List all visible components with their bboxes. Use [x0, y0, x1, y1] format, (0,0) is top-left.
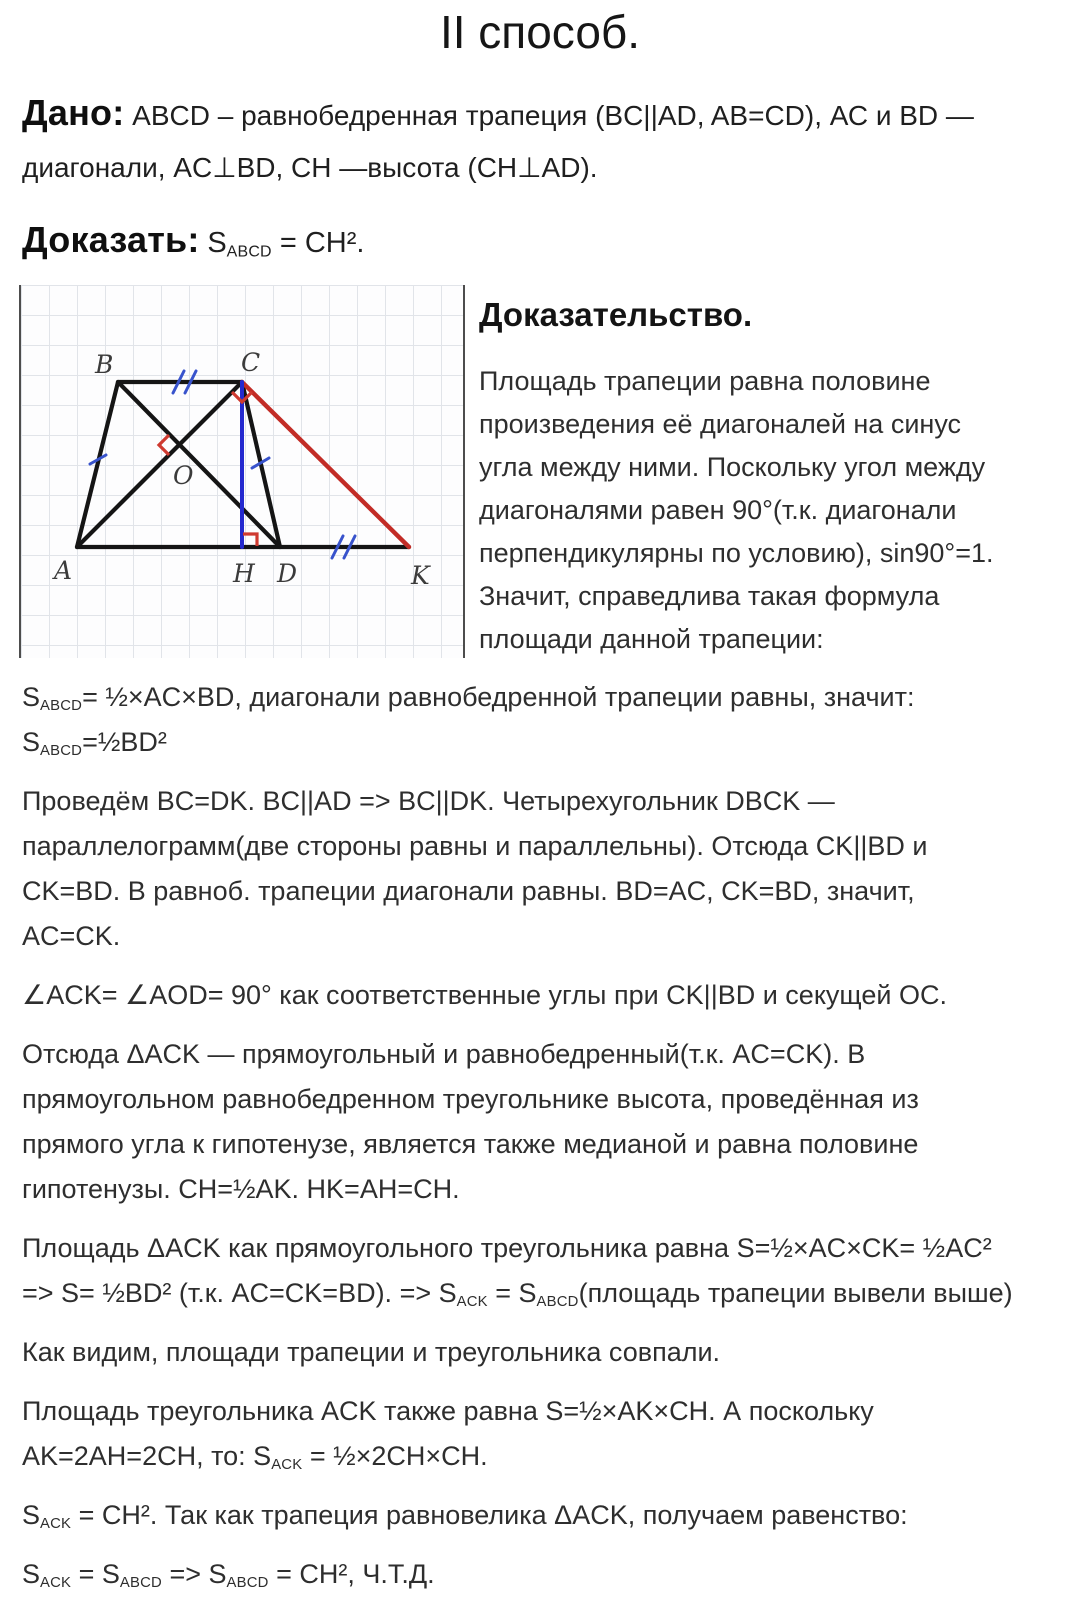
- proof-heading: Доказательство.: [479, 295, 753, 333]
- proof-intro: Площадь трапеции равна половине произведения её диагоналей на синус угла между ними. Поскольку угол между диагоналями равен 90°(т.к. диагонали перпендикулярны по условию), sin90°=1. Значит, справедлива такая формула площади данной трапеции:: [479, 366, 994, 655]
- vertex-label-h: H: [233, 558, 255, 588]
- figure-panel: [19, 285, 465, 658]
- vertex-label-b: B: [95, 349, 114, 379]
- given-label: Дано:: [22, 91, 125, 133]
- prove-label: Доказать:: [22, 218, 200, 260]
- proof-paragraph-parallelogram: Проведём BC=DK. BC||AD => BC||DK. Четырехугольник DBCK — параллелограмм(две стороны равны и параллельны). Отсюда CK||BD и CK=BD. В равноб. трапеции диагонали равны. BD=AC, CK=BD, значит, AC=CK.: [22, 786, 928, 952]
- proof-paragraph-sack-ch2: $S_{ACK} = CH^2$. Так как трапеция равновелика ΔACK, получаем равенство:: [22, 1500, 908, 1533]
- given-section: [22, 87, 1058, 194]
- proof-paragraph-angles: ∠ACK= ∠AOD= 90° как соответственные углы при CK||BD и секущей OC.: [22, 980, 947, 1011]
- trapezoid-diagram: [21, 285, 463, 658]
- proof-paragraphs: [22, 675, 1058, 1597]
- proof-paragraph-areas-equal: Как видим, площади трапеции и треугольника совпали.: [22, 1337, 721, 1368]
- figure-row: [19, 285, 1058, 662]
- proof-paragraph-right-isosceles: Отсюда ΔACK — прямоугольный и равнобедренный(т.к. AC=CK). В прямоугольном равнобедренном треугольнике высота, проведённая из прямого угла к гипотенузе, является также медианой и равна половине гипотенузы. CH=½AK. HK=AH=CH.: [22, 1039, 919, 1205]
- given-text: ABCD – равнобедренная трапеция (BC||AD, AB=CD), АС и BD — диагонали, AC⊥BD, CH —высота (CH⊥AD).: [22, 99, 974, 183]
- vertex-label-d: D: [277, 558, 298, 588]
- proof-paragraph-area-via-height: Площадь треугольника ACK также равна S=½×AK×CH. А поскольку AK=2AH=2CH, то: $S_{ACK}$ = ½×2CH×CH.: [22, 1396, 874, 1474]
- proof-section: [465, 285, 1058, 662]
- vertex-label-k: K: [411, 560, 430, 590]
- vertex-label-o: O: [173, 460, 194, 490]
- prove-formula: $S_{ABCD} = CH^2$.: [207, 226, 365, 261]
- proof-paragraph-triangle-area: Площадь ΔACK как прямоугольного треугольника равна S=½×AC×CK= ½AC² => S= ½BD² (т.к. AC=CK=BD). => $S_{ACK}$ = $S_{ABCD}(площадь$ трапеции вывели выше): [22, 1233, 1013, 1311]
- prove-section: [22, 216, 1058, 267]
- method-title: II способ.: [439, 6, 641, 58]
- proof-paragraph-area-formula: $S_{ABCD}=$ ½×AC×BD, диагонали равнобедренной трапеции равны, значит: $S_{ABCD}=\frac{1}{2}BD^2$: [22, 682, 915, 760]
- vertex-label-c: C: [241, 347, 261, 377]
- vertex-label-a: A: [54, 555, 73, 585]
- proof-paragraph-conclusion: $S_{ACK} = S_{ABCD} => S_{ABCD} = CH^2$, Ч.Т.Д.: [22, 1559, 435, 1592]
